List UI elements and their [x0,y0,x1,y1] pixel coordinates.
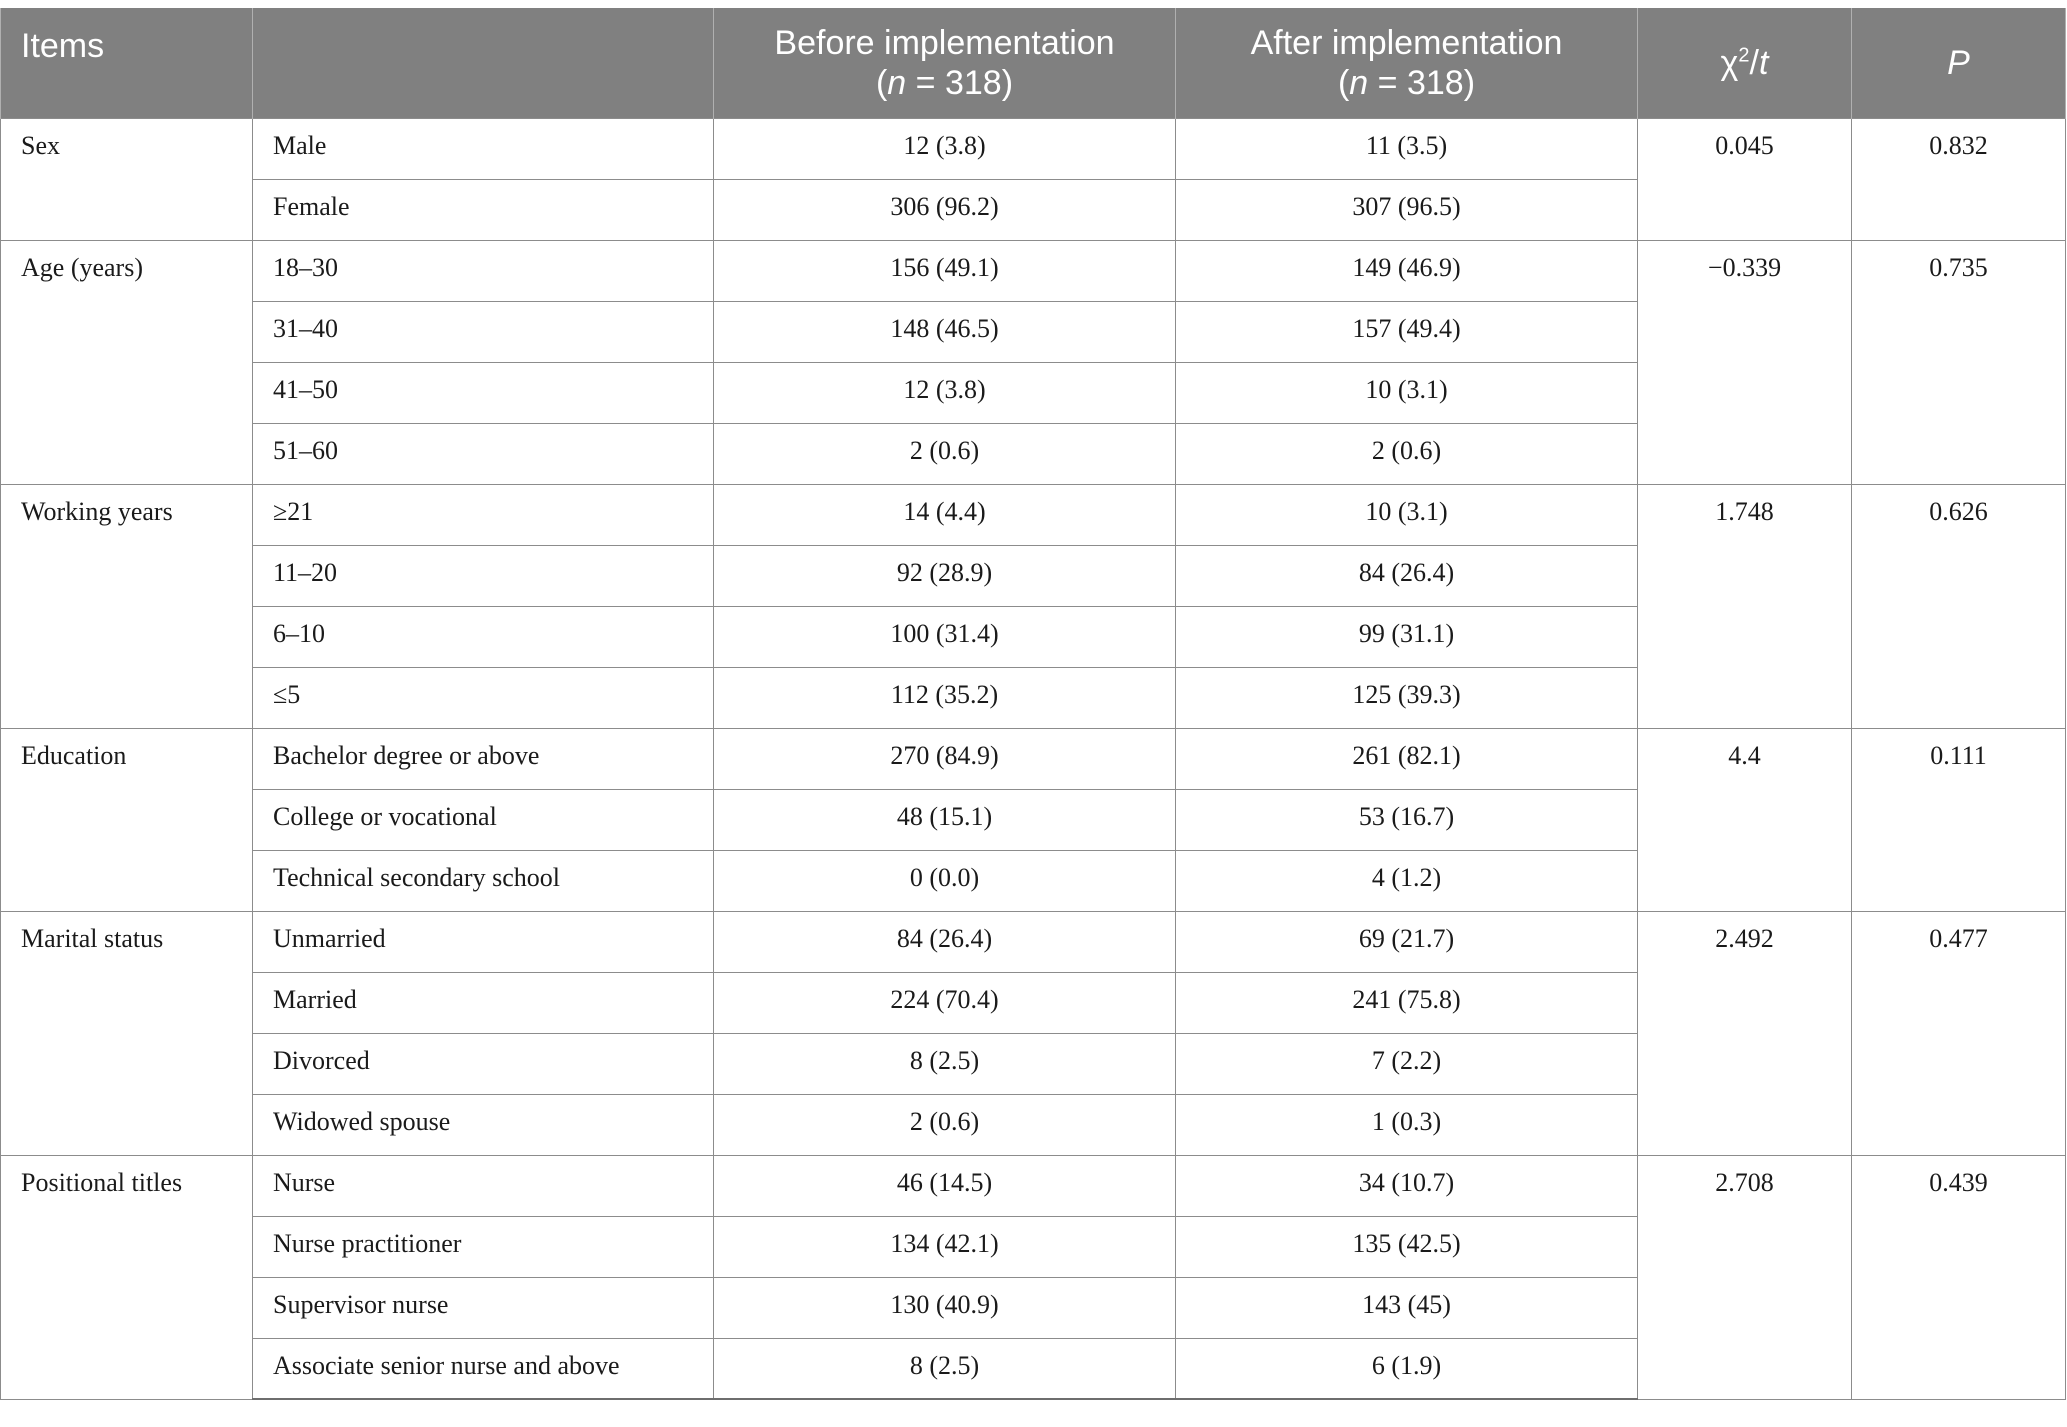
before-value: 12 (3.8) [714,362,1176,423]
subgroup-cell: ≥21 [253,484,714,545]
after-value: 6 (1.9) [1176,1338,1638,1399]
table-row [1,911,2066,972]
after-value: 84 (26.4) [1176,545,1638,606]
after-value: 135 (42.5) [1176,1216,1638,1277]
after-value: 143 (45) [1176,1277,1638,1338]
subgroup-cell: Technical secondary school [253,850,714,911]
subgroup-cell: 31–40 [253,301,714,362]
subgroup-cell: 18–30 [253,240,714,301]
p-value: 0.439 [1852,1155,2066,1399]
header-before [714,8,1176,118]
before-value: 130 (40.9) [714,1277,1176,1338]
after-value: 241 (75.8) [1176,972,1638,1033]
after-value: 99 (31.1) [1176,606,1638,667]
before-value: 100 (31.4) [714,606,1176,667]
group-label-age-years: Age (years) [1,240,253,484]
group-label-marital-status: Marital status [1,911,253,1155]
header-after-label: After implementation [1250,23,1563,62]
after-value: 125 (39.3) [1176,667,1638,728]
table-row [1,484,2066,545]
before-value: 8 (2.5) [714,1033,1176,1094]
subgroup-cell: Male [253,118,714,179]
after-value: 11 (3.5) [1176,118,1638,179]
group-label-positional-titles: Positional titles [1,1155,253,1399]
before-value: 224 (70.4) [714,972,1176,1033]
subgroup-cell: Nurse [253,1155,714,1216]
statistic-value: 2.492 [1638,911,1852,1155]
header-row [1,8,2066,118]
after-value: 7 (2.2) [1176,1033,1638,1094]
header-p-label: P [1947,43,1970,82]
subgroup-cell: Female [253,179,714,240]
after-value: 34 (10.7) [1176,1155,1638,1216]
header-statistic: $\chi^2/t$ [1638,8,1852,118]
subgroup-cell: Married [253,972,714,1033]
before-value: 0 (0.0) [714,850,1176,911]
header-before-n: (n = 318) [875,63,1014,102]
header-after-n: (n = 318) [1337,63,1476,102]
subgroup-cell: Nurse practitioner [253,1216,714,1277]
table-row [1,240,2066,301]
demographics-table [0,8,2066,1400]
after-value: 4 (1.2) [1176,850,1638,911]
header-items: Items [1,8,253,118]
before-value: 92 (28.9) [714,545,1176,606]
header-before-label: Before implementation [774,23,1115,62]
before-value: 2 (0.6) [714,1094,1176,1155]
subgroup-cell: 11–20 [253,545,714,606]
subgroup-cell: 51–60 [253,423,714,484]
subgroup-cell: College or vocational [253,789,714,850]
statistic-value: 4.4 [1638,728,1852,911]
subgroup-cell: Associate senior nurse and above [253,1338,714,1399]
after-value: 69 (21.7) [1176,911,1638,972]
subgroup-cell: 41–50 [253,362,714,423]
subgroup-cell: Bachelor degree or above [253,728,714,789]
before-value: 2 (0.6) [714,423,1176,484]
group-label-sex: Sex [1,118,253,240]
p-value: 0.832 [1852,118,2066,240]
statistic-value: 1.748 [1638,484,1852,728]
header-subgroup [253,8,714,118]
before-value: 134 (42.1) [714,1216,1176,1277]
before-value: 84 (26.4) [714,911,1176,972]
after-value: 10 (3.1) [1176,362,1638,423]
subgroup-cell: Unmarried [253,911,714,972]
statistic-value: 2.708 [1638,1155,1852,1399]
before-value: 270 (84.9) [714,728,1176,789]
subgroup-cell: Widowed spouse [253,1094,714,1155]
table-row [1,728,2066,789]
after-value: 1 (0.3) [1176,1094,1638,1155]
subgroup-cell: ≤5 [253,667,714,728]
before-value: 306 (96.2) [714,179,1176,240]
group-label-education: Education [1,728,253,911]
statistic-value: 0.045 [1638,118,1852,240]
after-value: 53 (16.7) [1176,789,1638,850]
after-value: 2 (0.6) [1176,423,1638,484]
table-row [1,1155,2066,1216]
table-header [1,8,2066,118]
before-value: 12 (3.8) [714,118,1176,179]
after-value: 10 (3.1) [1176,484,1638,545]
after-value: 149 (46.9) [1176,240,1638,301]
before-value: 148 (46.5) [714,301,1176,362]
before-value: 46 (14.5) [714,1155,1176,1216]
p-value: 0.477 [1852,911,2066,1155]
after-value: 157 (49.4) [1176,301,1638,362]
before-value: 8 (2.5) [714,1338,1176,1399]
before-value: 156 (49.1) [714,240,1176,301]
p-value: 0.735 [1852,240,2066,484]
after-value: 261 (82.1) [1176,728,1638,789]
subgroup-cell: 6–10 [253,606,714,667]
group-label-working-years: Working years [1,484,253,728]
p-value: 0.111 [1852,728,2066,911]
header-after [1176,8,1638,118]
before-value: 14 (4.4) [714,484,1176,545]
p-value: 0.626 [1852,484,2066,728]
before-value: 112 (35.2) [714,667,1176,728]
subgroup-cell: Divorced [253,1033,714,1094]
subgroup-cell: Supervisor nurse [253,1277,714,1338]
after-value: 307 (96.5) [1176,179,1638,240]
statistic-value: −0.339 [1638,240,1852,484]
table-body [1,118,2066,1399]
before-value: 48 (15.1) [714,789,1176,850]
table-row [1,118,2066,179]
header-p [1852,8,2066,118]
